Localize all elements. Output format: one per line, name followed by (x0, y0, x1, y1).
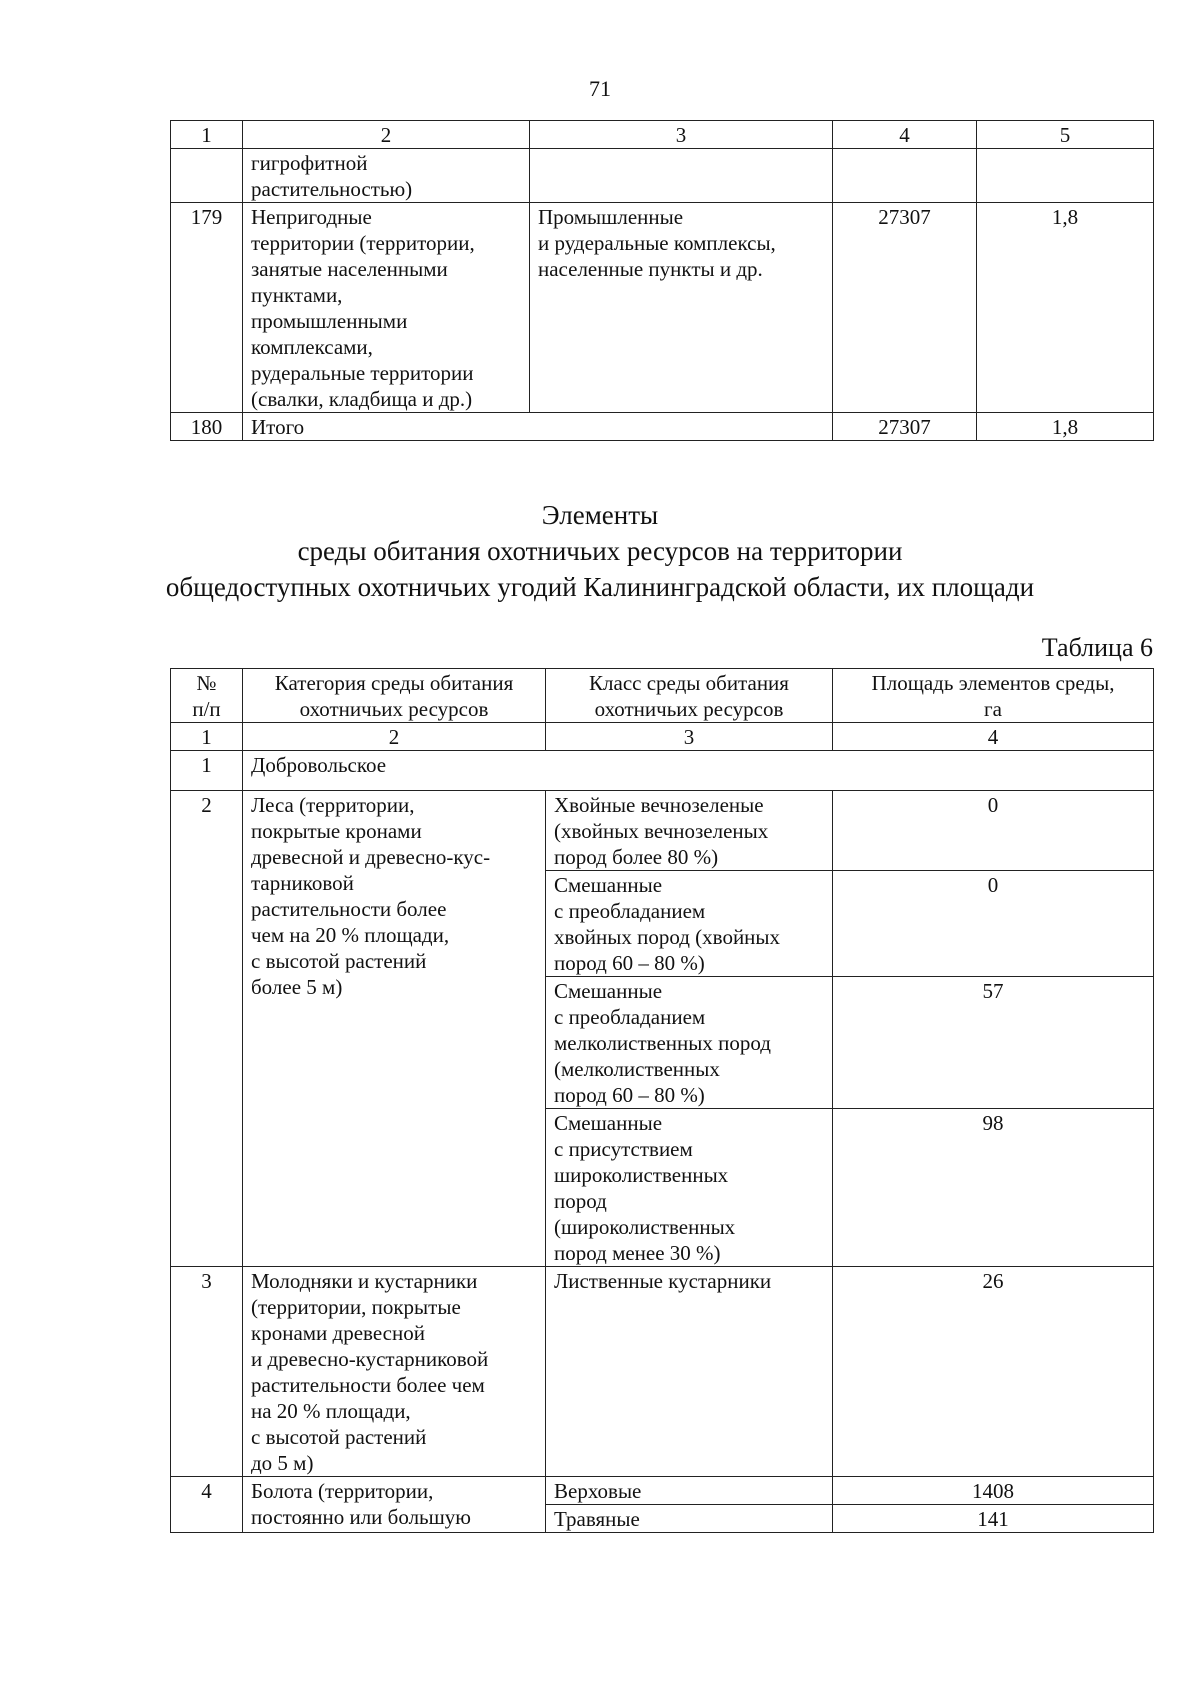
table-row (171, 149, 1154, 203)
area-value: 26 (833, 1267, 1154, 1477)
table1-header-row (171, 121, 1154, 149)
row-number: 2 (171, 791, 243, 1267)
column-header-class: Класс среды обитания охотничьих ресурсов (546, 669, 833, 723)
page-number: 71 (589, 76, 611, 101)
total-percent: 1,8 (977, 413, 1154, 441)
area-value: 98 (833, 1109, 1154, 1267)
habitat-category: гигрофитной растительностью) (243, 149, 530, 203)
habitat-class: Промышленные и рудеральные комплексы, населенные пункты и др. (530, 203, 833, 413)
percent-value: 1,8 (977, 203, 1154, 413)
column-header-number: № п/п (171, 669, 243, 723)
area-value: 57 (833, 977, 1154, 1109)
table1-col-2: 2 (243, 121, 530, 149)
habitat-class: Лиственные кустарники (546, 1267, 833, 1477)
table-row (171, 1267, 1154, 1477)
row-number: 1 (171, 751, 243, 791)
area-value: 0 (833, 791, 1154, 871)
habitat-category: Молодняки и кустарники (территории, покрытые кронами древесной и древесно-кустарниковой растительности более чем на 20 % площади, с высотой растений до 5 м) (243, 1267, 546, 1477)
area-value (833, 149, 977, 203)
area-value: 27307 (833, 203, 977, 413)
habitat-class: Смешанные с преобладанием мелколиственных пород (мелколиственных пород 60 – 80 %) (546, 977, 833, 1109)
column-number-1: 1 (171, 723, 243, 751)
table1-col-3: 3 (530, 121, 833, 149)
row-number: 3 (171, 1267, 243, 1477)
section-name: Добровольское (243, 751, 1154, 791)
total-area: 27307 (833, 413, 977, 441)
heading-line-2: среды обитания охотничьих ресурсов на территории (297, 536, 903, 566)
row-number: 179 (171, 203, 243, 413)
column-header-area: Площадь элементов среды, га (833, 669, 1154, 723)
table-row (171, 791, 1154, 871)
total-label: Итого (243, 413, 833, 441)
habitat-class: Хвойные вечнозеленые (хвойных вечнозеленых пород более 80 %) (546, 791, 833, 871)
table-row (171, 1477, 1154, 1505)
row-number (171, 149, 243, 203)
habitat-class (530, 149, 833, 203)
habitat-class: Смешанные с присутствием широколиственных пород (широколиственных пород менее 30 %) (546, 1109, 833, 1267)
area-value: 1408 (833, 1477, 1154, 1505)
column-numbers-row (171, 723, 1154, 751)
habitat-category: Болота (территории, постоянно или большую (243, 1477, 546, 1533)
section-row (171, 751, 1154, 791)
heading-line-1: Элементы (541, 500, 659, 530)
table-row (171, 203, 1154, 413)
table2-header-row (171, 669, 1154, 723)
area-value: 0 (833, 871, 1154, 977)
table1-col-4: 4 (833, 121, 977, 149)
table1-col-5: 5 (977, 121, 1154, 149)
habitat-elements-table (170, 668, 1154, 1533)
total-row (171, 413, 1154, 441)
habitat-category: Непригодные территории (территории, занятые населенными пунктами, промышленными комплексами, рудеральные территории (свалки, кладбища и др.) (243, 203, 530, 413)
row-number: 4 (171, 1477, 243, 1533)
percent-value (977, 149, 1154, 203)
habitat-class: Смешанные с преобладанием хвойных пород (хвойных пород 60 – 80 %) (546, 871, 833, 977)
habitat-class: Травяные (546, 1505, 833, 1533)
table1-col-1: 1 (171, 121, 243, 149)
continuation-table (170, 120, 1154, 441)
column-header-category: Категория среды обитания охотничьих ресурсов (243, 669, 546, 723)
heading-line-3: общедоступных охотничьих угодий Калининградской области, их площади (165, 572, 1035, 602)
column-number-4: 4 (833, 723, 1154, 751)
column-number-2: 2 (243, 723, 546, 751)
area-value: 141 (833, 1505, 1154, 1533)
habitat-category: Леса (территории, покрытые кронами древесной и древесно-кус- тарниковой растительности более чем на 20 % площади, с высотой растений более 5 м) (243, 791, 546, 1267)
table-label: Таблица 6 (1041, 633, 1153, 662)
row-number: 180 (171, 413, 243, 441)
habitat-class: Верховые (546, 1477, 833, 1505)
column-number-3: 3 (546, 723, 833, 751)
